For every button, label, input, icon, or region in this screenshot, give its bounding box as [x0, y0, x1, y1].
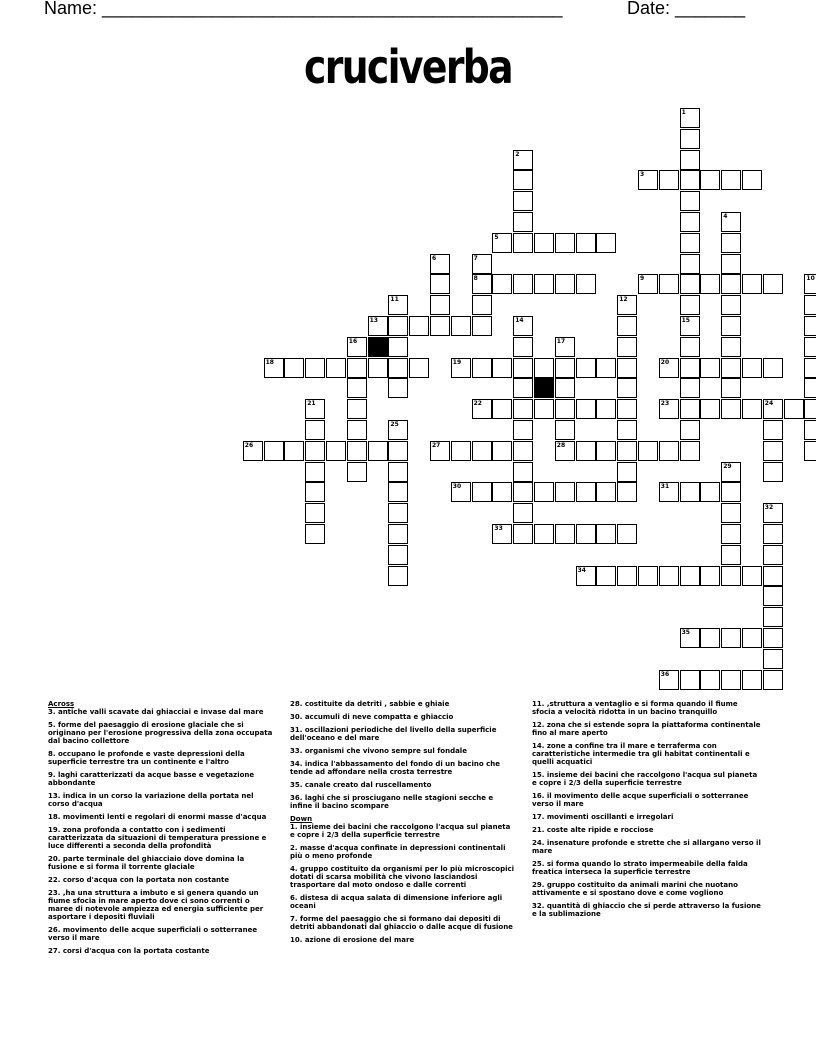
grid-cell[interactable] [388, 545, 408, 565]
grid-cell[interactable] [763, 607, 783, 627]
grid-cell[interactable] [617, 378, 637, 398]
grid-cell[interactable] [409, 316, 429, 336]
grid-cell[interactable] [305, 462, 325, 482]
grid-cell[interactable] [305, 441, 325, 461]
clue-item: 7. forme del paesaggio che si formano dai depositi di detriti abbandonati dal ghiaccio o dalle acque di fusione [290, 915, 513, 931]
grid-cell[interactable] [555, 358, 575, 378]
grid-cell[interactable] [576, 524, 596, 544]
grid-cell[interactable] [804, 337, 816, 357]
grid-cell[interactable] [576, 482, 596, 502]
grid-cell[interactable] [576, 274, 596, 294]
grid-cell[interactable] [596, 399, 616, 419]
grid-cell[interactable] [680, 129, 700, 149]
clue-item: 36. laghi che si prosciugano nelle stagioni secche e infine il bacino scompare [290, 794, 494, 810]
grid-cell[interactable] [492, 274, 512, 294]
clue-number: 10 [806, 275, 815, 283]
grid-cell[interactable] [700, 274, 720, 294]
clue-number: 12 [619, 296, 628, 304]
grid-cell[interactable] [576, 399, 596, 419]
grid-cell[interactable] [804, 316, 816, 336]
grid-cell[interactable] [534, 399, 554, 419]
grid-cell[interactable] [576, 358, 596, 378]
grid-cell[interactable] [534, 524, 554, 544]
clue-number: 14 [515, 317, 524, 324]
grid-cell[interactable] [513, 482, 533, 502]
grid-cell[interactable] [534, 482, 554, 502]
clue-item: 23. ,ha una struttura a imbuto e si genera quando un fiume sfocia in mare aperto dove ci sono correnti o maree di notevole ampiezza ed energia sufficiente per asportare i depositi fluviali [48, 889, 264, 921]
grid-cell[interactable] [305, 524, 325, 544]
grid-cell[interactable] [804, 378, 816, 398]
grid-cell[interactable] [784, 399, 804, 419]
grid-cell[interactable] [555, 378, 575, 398]
grid-cell[interactable] [326, 358, 346, 378]
grid-cell[interactable] [326, 441, 346, 461]
grid-cell[interactable] [763, 462, 783, 482]
grid-cell[interactable] [742, 628, 762, 648]
grid-cell[interactable] [680, 254, 700, 274]
clue-item: 32. quantità di ghiaccio che si perde attraverso la fusione e la sublimazione [532, 902, 761, 918]
grid-cell[interactable] [680, 212, 700, 232]
clue-number: 9 [640, 275, 645, 283]
grid-cell[interactable] [617, 399, 637, 419]
black-cell [534, 378, 554, 398]
grid-cell[interactable] [513, 233, 533, 253]
grid-cell[interactable] [804, 295, 816, 315]
grid-cell[interactable] [617, 337, 637, 357]
clue-number: 36 [660, 670, 670, 678]
grid-cell[interactable] [347, 358, 367, 378]
clue-item: 15. insieme dei bacini che raccolgono l'acqua sul pianeta e copre i 2/3 della superficie terrestre [532, 771, 758, 787]
grid-cell[interactable] [763, 524, 783, 544]
clue-number: 35 [681, 629, 690, 636]
grid-cell[interactable] [388, 566, 408, 586]
grid-cell[interactable] [513, 337, 533, 357]
grid-cell[interactable] [617, 316, 637, 336]
grid-cell[interactable] [742, 399, 762, 419]
clue-item: 34. indica l'abbassamento del fondo di un bacino che tende ad affondare nella crosta terrestre [290, 760, 500, 776]
clue-item: 26. movimento delle acque superficiali o sotterranee verso il mare [48, 926, 258, 942]
clue-number: 27 [432, 441, 441, 449]
grid-cell[interactable] [617, 358, 637, 378]
clue-item: 20. parte terminale del ghiacciaio dove domina la fusione e si forma il torrente glaciale [48, 855, 245, 871]
grid-cell[interactable] [763, 358, 783, 378]
clue-number: 5 [494, 233, 499, 241]
clue-item: 28. costituite da detriti , sabbie e ghiaie [290, 700, 450, 708]
clue-number: 20 [660, 358, 670, 366]
grid-cell[interactable] [742, 274, 762, 294]
grid-cell[interactable] [721, 503, 741, 523]
clue-number: 21 [307, 400, 316, 408]
grid-cell[interactable] [742, 566, 762, 586]
grid-cell[interactable] [555, 482, 575, 502]
grid-cell[interactable] [680, 378, 700, 398]
clue-item: 33. organismi che vivono sempre sul fondale [290, 747, 467, 755]
clue-item: 31. oscillazioni periodiche del livello della superficie dell'oceano e del mare [290, 726, 497, 742]
grid-cell[interactable] [680, 274, 700, 294]
grid-cell[interactable] [347, 378, 367, 398]
grid-cell[interactable] [305, 420, 325, 440]
grid-cell[interactable] [305, 503, 325, 523]
grid-cell[interactable] [451, 316, 471, 336]
grid-cell[interactable] [555, 233, 575, 253]
grid-cell[interactable] [721, 233, 741, 253]
grid-cell[interactable] [513, 170, 533, 190]
clue-item: 5. forme del paesaggio di erosione glaciale che si originano per l'erosione progressiva della zona occupata dal bacino collettore [48, 721, 273, 745]
grid-cell[interactable] [721, 545, 741, 565]
grid-cell[interactable] [804, 399, 816, 419]
grid-cell[interactable] [513, 524, 533, 544]
grid-cell[interactable] [513, 191, 533, 211]
grid-cell[interactable] [492, 399, 512, 419]
grid-cell[interactable] [492, 441, 512, 461]
grid-cell[interactable] [472, 316, 492, 336]
grid-cell[interactable] [409, 358, 429, 378]
grid-cell[interactable] [680, 337, 700, 357]
clue-item: 9. laghi caratterizzati da acque basse e vegetazione abbondante [48, 771, 255, 787]
grid-cell[interactable] [700, 358, 720, 378]
clue-item: 12. zona che si estende sopra la piattaforma continentale fino al mare aperto [532, 721, 761, 737]
clue-item: 6. distesa di acqua salata di dimensione inferiore agli oceani [290, 894, 503, 910]
grid-cell[interactable] [638, 566, 658, 586]
clue-item: 17. movimenti oscillanti e irregolari [532, 813, 674, 821]
grid-cell[interactable] [596, 482, 616, 502]
clue-number: 16 [348, 337, 358, 345]
clue-number: 22 [473, 400, 482, 408]
grid-cell[interactable] [513, 399, 533, 419]
grid-cell[interactable] [721, 482, 741, 502]
grid-cell[interactable] [680, 233, 700, 253]
grid-cell[interactable] [513, 274, 533, 294]
grid-cell[interactable] [472, 358, 492, 378]
grid-cell[interactable] [721, 295, 741, 315]
grid-cell[interactable] [596, 566, 616, 586]
down-heading: Down [290, 815, 313, 823]
clue-item: 21. coste alte ripide e rocciose [532, 826, 654, 834]
grid-cell[interactable] [742, 358, 762, 378]
grid-cell[interactable] [388, 503, 408, 523]
grid-cell[interactable] [721, 337, 741, 357]
grid-cell[interactable] [388, 358, 408, 378]
clue-item: 29. gruppo costituito da animali marini che nuotano attivamente e si spostano dove e come vogliono [532, 881, 738, 897]
grid-cell[interactable] [721, 170, 741, 190]
grid-cell[interactable] [596, 524, 616, 544]
grid-cell[interactable] [617, 441, 637, 461]
clue-item: 4. gruppo costituito da organismi per lo più microscopici dotati di scarsa mobilità che vivono lasciandosi trasportare dal moto ondoso e dalle correnti [290, 865, 515, 889]
grid-cell[interactable] [513, 503, 533, 523]
grid-cell[interactable] [763, 628, 783, 648]
clue-item: 19. zona profonda a contatto con i sedimenti caratterizzata da situazioni di temperatura pressione e luce differenti a seconda della profondità [48, 826, 267, 850]
clue-number: 3 [640, 171, 645, 179]
grid-cell[interactable] [763, 586, 783, 606]
clue-item: 35. canale creato dal ruscellamento [290, 781, 432, 789]
black-cell [368, 337, 388, 357]
clue-item: 18. movimenti lenti e regolari di enormi masse d'acqua [48, 813, 267, 821]
clue-item: 25. si forma quando lo strato impermeabile della falda freatica interseca la superficie terrestre [532, 860, 748, 876]
grid-cell[interactable] [388, 337, 408, 357]
clue-number: 1 [681, 109, 686, 116]
grid-cell[interactable] [472, 295, 492, 315]
grid-cell[interactable] [659, 441, 679, 461]
grid-cell[interactable] [804, 358, 816, 378]
grid-cell[interactable] [388, 441, 408, 461]
grid-cell[interactable] [513, 378, 533, 398]
grid-cell[interactable] [680, 358, 700, 378]
grid-cell[interactable] [680, 170, 700, 190]
grid-cell[interactable] [388, 524, 408, 544]
grid-cell[interactable] [284, 358, 304, 378]
grid-cell[interactable] [534, 358, 554, 378]
grid-cell[interactable] [347, 420, 367, 440]
grid-cell[interactable] [388, 378, 408, 398]
grid-cell[interactable] [700, 628, 720, 648]
clue-item: 10. azione di erosione del mare [290, 936, 415, 944]
clue-item: 22. corso d'acqua con la portata non costante [48, 876, 230, 884]
grid-cell[interactable] [492, 358, 512, 378]
clues-column-2 [290, 700, 516, 949]
grid-cell[interactable] [513, 358, 533, 378]
grid-cell[interactable] [576, 441, 596, 461]
clue-number: 17 [556, 337, 566, 345]
grid-cell[interactable] [721, 566, 741, 586]
grid-cell[interactable] [596, 441, 616, 461]
grid-cell[interactable] [368, 441, 388, 461]
grid-cell[interactable] [763, 670, 783, 690]
grid-cell[interactable] [680, 482, 700, 502]
grid-cell[interactable] [721, 274, 741, 294]
date-field[interactable]: Date: _______ [627, 0, 746, 18]
clue-number: 2 [515, 150, 520, 158]
grid-cell[interactable] [513, 441, 533, 461]
grid-cell[interactable] [659, 566, 679, 586]
grid-cell[interactable] [804, 441, 816, 461]
grid-cell[interactable] [513, 212, 533, 232]
grid-cell[interactable] [804, 420, 816, 440]
grid-cell[interactable] [742, 670, 762, 690]
grid-cell[interactable] [368, 358, 388, 378]
name-field[interactable]: Name: ______________________________________________ [44, 0, 563, 18]
clues-column-1 [48, 700, 274, 960]
grid-cell[interactable] [264, 441, 284, 461]
clue-number: 34 [577, 566, 586, 574]
grid-cell[interactable] [721, 378, 741, 398]
grid-cell[interactable] [700, 482, 720, 502]
grid-cell[interactable] [555, 274, 575, 294]
grid-cell[interactable] [700, 399, 720, 419]
grid-cell[interactable] [430, 274, 450, 294]
clue-number: 8 [473, 275, 478, 283]
clue-number: 11 [390, 296, 399, 304]
clue-item: 30. accumuli di neve compatta e ghiaccio [290, 713, 454, 721]
grid-cell[interactable] [472, 441, 492, 461]
clue-number: 24 [764, 400, 774, 408]
clue-number: 30 [452, 483, 462, 491]
grid-cell[interactable] [513, 420, 533, 440]
page-title: cruciverba [304, 40, 512, 94]
grid-cell[interactable] [451, 441, 471, 461]
grid-cell[interactable] [347, 441, 367, 461]
grid-cell[interactable] [555, 524, 575, 544]
clue-item: 24. insenature profonde e strette che si allargano verso il mare [532, 839, 761, 855]
clue-number: 13 [369, 317, 378, 324]
clue-number: 15 [681, 317, 690, 324]
grid-cell[interactable] [534, 233, 554, 253]
clue-number: 32 [764, 504, 774, 512]
grid-cell[interactable] [659, 274, 679, 294]
grid-cell[interactable] [763, 566, 783, 586]
clue-item: 16. il movimento delle acque superficiali o sotterranee verso il mare [532, 792, 749, 808]
grid-cell[interactable] [680, 150, 700, 170]
clue-number: 26 [244, 441, 254, 449]
grid-cell[interactable] [388, 316, 408, 336]
grid-cell[interactable] [347, 399, 367, 419]
clue-number: 28 [556, 441, 566, 449]
clue-number: 4 [723, 213, 728, 220]
grid-cell[interactable] [763, 649, 783, 669]
grid-cell[interactable] [763, 420, 783, 440]
grid-cell[interactable] [388, 462, 408, 482]
grid-cell[interactable] [721, 254, 741, 274]
grid-cell[interactable] [305, 358, 325, 378]
grid-cell[interactable] [680, 670, 700, 690]
grid-cell[interactable] [721, 358, 741, 378]
grid-cell[interactable] [721, 670, 741, 690]
grid-cell[interactable] [617, 524, 637, 544]
grid-cell[interactable] [680, 399, 700, 419]
grid-cell[interactable] [700, 170, 720, 190]
clue-number: 25 [390, 421, 399, 428]
clue-item: 11. ,struttura a ventaglio e si forma quando il fiume sfocia a velocità ridotta in un bacino tranquillo [532, 700, 738, 716]
grid-cell[interactable] [700, 670, 720, 690]
grid-cell[interactable] [617, 420, 637, 440]
grid-cell[interactable] [617, 462, 637, 482]
grid-cell[interactable] [555, 420, 575, 440]
grid-cell[interactable] [534, 274, 554, 294]
clue-item: 1. insieme dei bacini che raccolgono l'acqua sul pianeta e copre i 2/3 della superficie terrestre [290, 823, 511, 839]
grid-cell[interactable] [305, 482, 325, 502]
clue-number: 7 [473, 254, 478, 262]
clues-column-3 [532, 700, 762, 923]
clue-item: 27. corsi d'acqua con la portata costante [48, 947, 210, 955]
grid-cell[interactable] [617, 566, 637, 586]
grid-cell[interactable] [472, 482, 492, 502]
grid-cell[interactable] [596, 233, 616, 253]
grid-cell[interactable] [284, 441, 304, 461]
grid-cell[interactable] [721, 628, 741, 648]
grid-cell[interactable] [388, 482, 408, 502]
grid-cell[interactable] [680, 420, 700, 440]
clue-number: 6 [432, 254, 437, 262]
grid-cell[interactable] [492, 482, 512, 502]
grid-cell[interactable] [721, 316, 741, 336]
grid-cell[interactable] [680, 566, 700, 586]
grid-cell[interactable] [742, 170, 762, 190]
grid-cell[interactable] [513, 462, 533, 482]
clue-number: 31 [660, 483, 670, 491]
grid-cell[interactable] [680, 191, 700, 211]
grid-cell[interactable] [721, 524, 741, 544]
grid-cell[interactable] [721, 399, 741, 419]
grid-cell[interactable] [576, 233, 596, 253]
grid-cell[interactable] [659, 170, 679, 190]
clue-item: 8. occupano le profonde e vaste depressioni della superficie terrestre tra un continente e l'altro [48, 750, 245, 766]
across-heading: Across [48, 700, 75, 708]
clue-item: 2. masse d'acqua confinate in depressioni continentali più o meno profonde [290, 844, 506, 860]
grid-cell[interactable] [763, 274, 783, 294]
grid-cell[interactable] [763, 441, 783, 461]
grid-cell[interactable] [596, 358, 616, 378]
grid-cell[interactable] [617, 482, 637, 502]
grid-cell[interactable] [347, 462, 367, 482]
grid-cell[interactable] [638, 441, 658, 461]
grid-cell[interactable] [555, 399, 575, 419]
clue-number: 19 [452, 358, 462, 366]
clue-item: 13. indica in un corso la variazione della portata nel corso d'acqua [48, 792, 254, 808]
grid-cell[interactable] [430, 295, 450, 315]
clue-number: 18 [265, 358, 274, 366]
grid-cell[interactable] [680, 441, 700, 461]
clue-number: 23 [660, 400, 670, 408]
clue-item: 3. antiche valli scavate dai ghiacciai e invase dal mare [48, 708, 264, 716]
clue-item: 14. zone a confine tra il mare e terraferma con caratteristiche intermedie tra gli habitat continentali e quelli acquatici [532, 742, 750, 766]
clue-number: 29 [723, 462, 732, 470]
grid-cell[interactable] [700, 566, 720, 586]
clue-number: 33 [494, 525, 503, 532]
grid-cell[interactable] [680, 295, 700, 315]
grid-cell[interactable] [430, 316, 450, 336]
grid-cell[interactable] [763, 545, 783, 565]
